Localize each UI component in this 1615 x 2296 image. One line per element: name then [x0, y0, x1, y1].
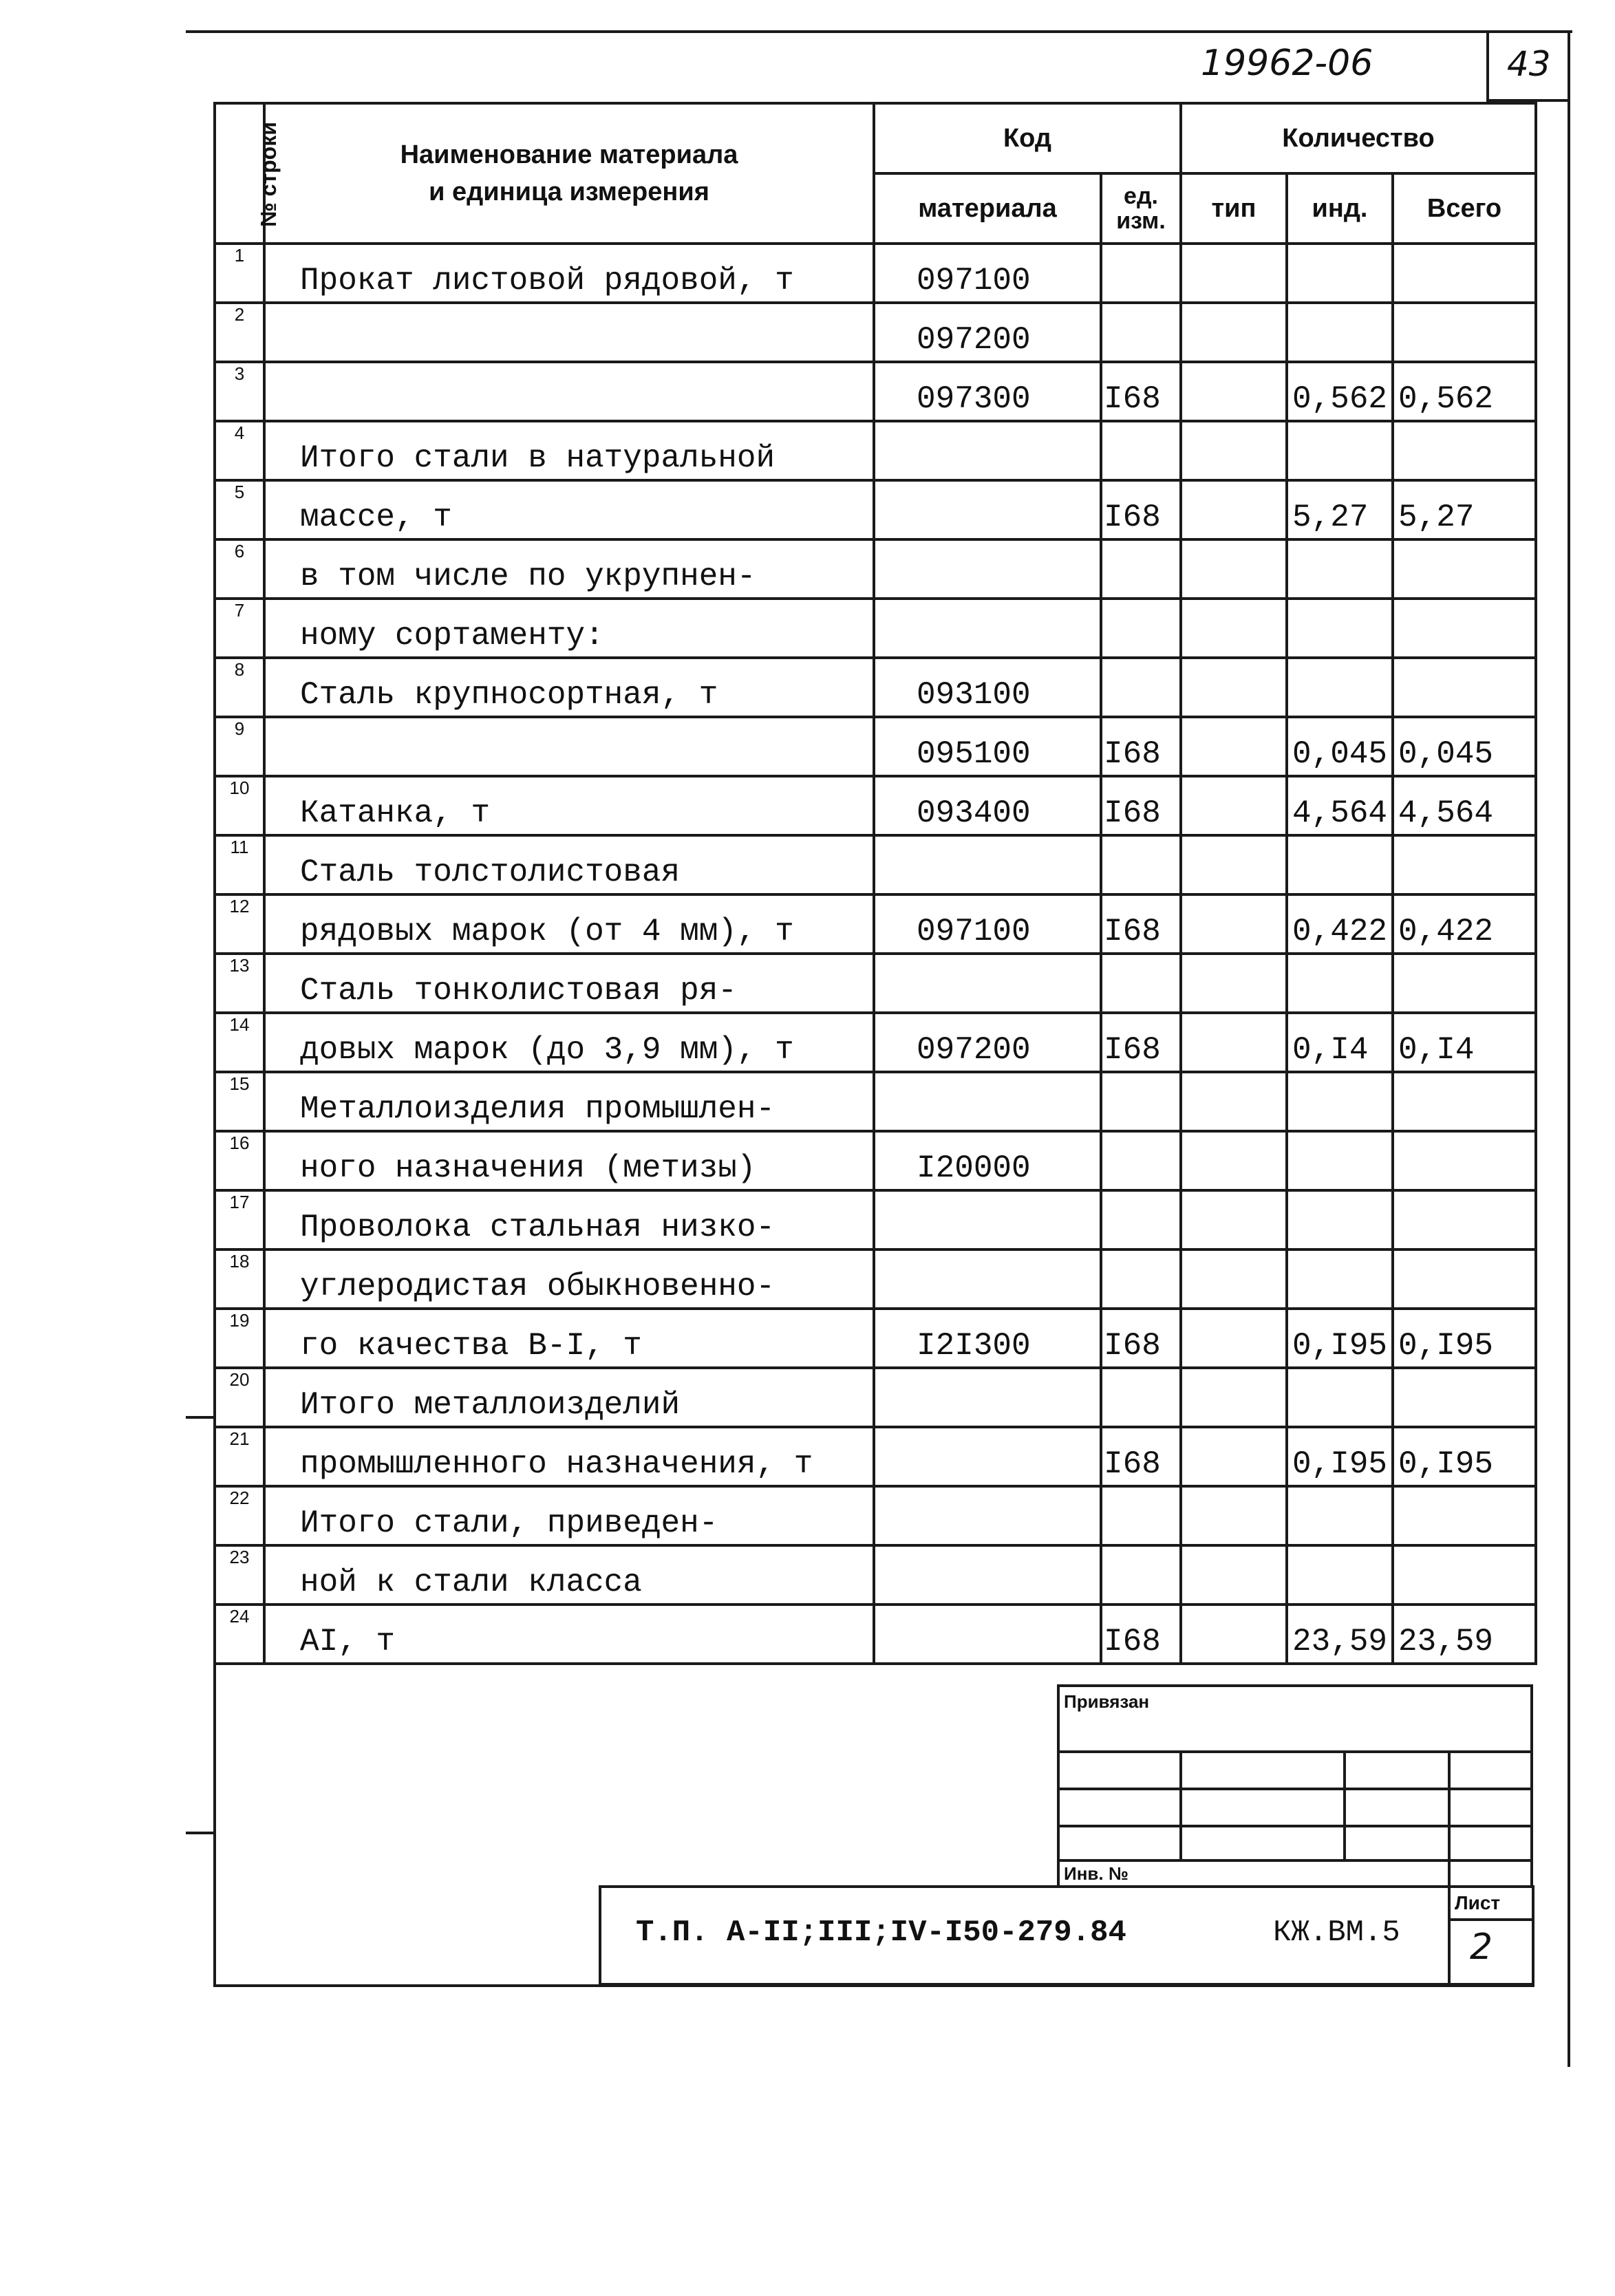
quantity-type-cell [1181, 599, 1287, 658]
quantity-individual-cell [1287, 1190, 1393, 1249]
quantity-total-cell [1393, 599, 1536, 658]
row-number-cell: 17 [215, 1190, 264, 1249]
material-code-cell [874, 1486, 1101, 1545]
quantity-type-cell [1181, 1545, 1287, 1605]
quantity-individual-cell [1287, 599, 1393, 658]
title-block [599, 1885, 1534, 1986]
quantity-total-cell [1393, 1249, 1536, 1309]
quantity-individual-cell: 0,I95 [1287, 1309, 1393, 1368]
material-name-cell: AI, т [264, 1605, 874, 1664]
quantity-group-header: Количество [1181, 103, 1536, 173]
document-number: 19962-06 [1201, 43, 1373, 84]
quantity-individual-cell [1287, 1545, 1393, 1605]
quantity-individual-cell: 5,27 [1287, 480, 1393, 539]
code-group-header: Код [874, 103, 1181, 173]
table-row [215, 244, 1536, 303]
unit-code-cell [1101, 244, 1181, 303]
quantity-total-cell: 0,I95 [1393, 1427, 1536, 1486]
unit-code-cell [1101, 303, 1181, 362]
row-number-cell: 9 [215, 717, 264, 776]
unit-code-cell: I68 [1101, 480, 1181, 539]
row-number-cell: 12 [215, 894, 264, 954]
material-code-cell [874, 1605, 1101, 1664]
quantity-individual-cell: 0,422 [1287, 894, 1393, 954]
material-name-cell: Сталь толстолистовая [264, 835, 874, 894]
row-number-cell: 7 [215, 599, 264, 658]
quantity-total-cell: 0,I4 [1393, 1013, 1536, 1072]
material-code-cell: 097200 [874, 1013, 1101, 1072]
unit-code-cell: I68 [1101, 1309, 1181, 1368]
table-row [215, 421, 1536, 480]
quantity-type-cell [1181, 658, 1287, 717]
table-row [215, 894, 1536, 954]
table-row [215, 835, 1536, 894]
material-name-cell: ного назначения (метизы) [264, 1131, 874, 1190]
type-header: тип [1181, 173, 1287, 244]
unit-code-cell [1101, 1072, 1181, 1131]
material-code-cell: I20000 [874, 1131, 1101, 1190]
table-row [215, 954, 1536, 1013]
material-name-cell: Прокат листовой рядовой, т [264, 244, 874, 303]
material-code-cell [874, 1190, 1101, 1249]
quantity-total-cell [1393, 244, 1536, 303]
quantity-type-cell [1181, 1605, 1287, 1664]
quantity-type-cell [1181, 1249, 1287, 1309]
quantity-individual-cell [1287, 303, 1393, 362]
row-number-cell: 3 [215, 362, 264, 421]
material-code-cell [874, 1368, 1101, 1427]
material-code-cell [874, 480, 1101, 539]
quantity-total-cell [1393, 539, 1536, 599]
table-row [215, 480, 1536, 539]
row-number-cell: 15 [215, 1072, 264, 1131]
quantity-type-cell [1181, 1131, 1287, 1190]
sheet-label: Лист [1455, 1892, 1501, 1913]
quantity-type-cell [1181, 1013, 1287, 1072]
page-number: 43 [1507, 44, 1551, 84]
material-name-cell: Сталь крупносортная, т [264, 658, 874, 717]
quantity-type-cell [1181, 717, 1287, 776]
material-code-header: материала [874, 173, 1101, 244]
quantity-type-cell [1181, 539, 1287, 599]
quantity-individual-cell [1287, 1131, 1393, 1190]
unit-code-cell [1101, 1486, 1181, 1545]
quantity-individual-cell: 0,045 [1287, 717, 1393, 776]
quantity-individual-cell [1287, 421, 1393, 480]
row-number-cell: 13 [215, 954, 264, 1013]
quantity-individual-cell [1287, 658, 1393, 717]
table-row [215, 1486, 1536, 1545]
unit-code-cell [1101, 1131, 1181, 1190]
quantity-total-cell [1393, 303, 1536, 362]
quantity-type-cell [1181, 1427, 1287, 1486]
unit-code-cell [1101, 539, 1181, 599]
unit-code-cell [1101, 1249, 1181, 1309]
bottom-area-left-line [213, 1582, 216, 1986]
table-row [215, 1309, 1536, 1368]
quantity-type-cell [1181, 303, 1287, 362]
quantity-total-cell [1393, 1368, 1536, 1427]
quantity-individual-cell [1287, 1486, 1393, 1545]
row-number-cell: 19 [215, 1309, 264, 1368]
project-code: Т.П. А-II;III;IV-I50-279.84 [636, 1916, 1126, 1950]
quantity-total-cell: 4,564 [1393, 776, 1536, 835]
quantity-individual-cell [1287, 539, 1393, 599]
material-name-cell: промышленного назначения, т [264, 1427, 874, 1486]
top-border-line [186, 30, 1572, 33]
row-number-cell: 11 [215, 835, 264, 894]
material-code-cell: 097300 [874, 362, 1101, 421]
left-tick-mark-2 [186, 1832, 213, 1834]
row-number-cell: 4 [215, 421, 264, 480]
material-code-cell: I2I300 [874, 1309, 1101, 1368]
quantity-total-cell [1393, 1545, 1536, 1605]
material-name-cell [264, 303, 874, 362]
table-row [215, 362, 1536, 421]
table-row [215, 303, 1536, 362]
quantity-individual-cell [1287, 1368, 1393, 1427]
row-number-header [215, 103, 281, 244]
quantity-type-cell [1181, 1309, 1287, 1368]
table-row [215, 776, 1536, 835]
quantity-type-cell [1181, 244, 1287, 303]
quantity-type-cell [1181, 480, 1287, 539]
row-number-cell: 2 [215, 303, 264, 362]
material-name-cell: рядовых марок (от 4 мм), т [264, 894, 874, 954]
material-name-cell: в том числе по укрупнен- [264, 539, 874, 599]
unit-code-cell: I68 [1101, 362, 1181, 421]
linked-label: Привязан [1064, 1691, 1150, 1712]
unit-header-label: ед. изм. [1116, 183, 1166, 234]
quantity-type-cell [1181, 835, 1287, 894]
quantity-total-cell: 0,045 [1393, 717, 1536, 776]
quantity-total-cell [1393, 1131, 1536, 1190]
unit-header [1101, 173, 1181, 244]
material-code-cell: 093400 [874, 776, 1101, 835]
linked-box [1057, 1684, 1533, 1888]
quantity-individual-cell [1287, 1249, 1393, 1309]
unit-code-cell [1101, 835, 1181, 894]
quantity-total-cell: 0,422 [1393, 894, 1536, 954]
table-row [215, 1072, 1536, 1131]
material-code-cell [874, 1072, 1101, 1131]
unit-code-cell [1101, 954, 1181, 1013]
table-row [215, 1368, 1536, 1427]
unit-code-cell: I68 [1101, 776, 1181, 835]
quantity-individual-cell [1287, 954, 1393, 1013]
unit-code-cell: I68 [1101, 1427, 1181, 1486]
table-row [215, 717, 1536, 776]
quantity-type-cell [1181, 954, 1287, 1013]
name-column-header [264, 103, 874, 244]
unit-code-cell [1101, 1190, 1181, 1249]
material-specification-table [213, 102, 1537, 1665]
quantity-type-cell [1181, 1368, 1287, 1427]
row-number-cell: 23 [215, 1545, 264, 1605]
row-number-cell: 10 [215, 776, 264, 835]
quantity-individual-cell [1287, 244, 1393, 303]
material-name-cell [264, 717, 874, 776]
unit-code-cell [1101, 658, 1181, 717]
table-row [215, 1605, 1536, 1664]
quantity-total-cell [1393, 835, 1536, 894]
quantity-individual-cell: 4,564 [1287, 776, 1393, 835]
material-name-cell: массе, т [264, 480, 874, 539]
material-name-cell: Металлоизделия промышлен- [264, 1072, 874, 1131]
row-number-cell: 24 [215, 1605, 264, 1664]
unit-code-cell [1101, 421, 1181, 480]
individual-header: инд. [1287, 173, 1393, 244]
material-name-cell: Итого стали, приведен- [264, 1486, 874, 1545]
row-number-cell: 5 [215, 480, 264, 539]
quantity-type-cell [1181, 894, 1287, 954]
name-header-line1: Наименование материала [400, 140, 738, 169]
row-number-cell: 8 [215, 658, 264, 717]
row-number-cell: 1 [215, 244, 264, 303]
table-row [215, 1131, 1536, 1190]
table-row [215, 539, 1536, 599]
row-number-header-label: № строки [255, 121, 281, 227]
quantity-total-cell: 0,562 [1393, 362, 1536, 421]
quantity-total-cell: 23,59 [1393, 1605, 1536, 1664]
material-name-cell: углеродистая обыкновенно- [264, 1249, 874, 1309]
inventory-number-label: Инв. № [1064, 1863, 1129, 1884]
quantity-total-cell [1393, 1486, 1536, 1545]
name-header-line2: и единица измерения [429, 178, 709, 206]
table-row [215, 1249, 1536, 1309]
unit-code-cell [1101, 1368, 1181, 1427]
quantity-total-cell: 0,I95 [1393, 1309, 1536, 1368]
unit-code-cell: I68 [1101, 717, 1181, 776]
quantity-type-cell [1181, 1072, 1287, 1131]
quantity-individual-cell [1287, 1072, 1393, 1131]
quantity-total-cell [1393, 658, 1536, 717]
table-row [215, 1013, 1536, 1072]
table-row [215, 1545, 1536, 1605]
material-name-cell: Проволока стальная низко- [264, 1190, 874, 1249]
quantity-total-cell [1393, 421, 1536, 480]
quantity-individual-cell: 0,562 [1287, 362, 1393, 421]
material-name-cell [264, 362, 874, 421]
material-code-cell [874, 599, 1101, 658]
unit-code-cell: I68 [1101, 1013, 1181, 1072]
material-code-cell [874, 835, 1101, 894]
unit-code-cell [1101, 599, 1181, 658]
quantity-type-cell [1181, 1190, 1287, 1249]
sheet-number: 2 [1470, 1927, 1493, 1968]
row-number-cell: 22 [215, 1486, 264, 1545]
quantity-total-cell: 5,27 [1393, 480, 1536, 539]
quantity-total-cell [1393, 954, 1536, 1013]
material-code-cell: 095100 [874, 717, 1101, 776]
page-number-divider [1486, 30, 1489, 100]
row-number-cell: 20 [215, 1368, 264, 1427]
table-row [215, 599, 1536, 658]
table-row [215, 1190, 1536, 1249]
table-row [215, 658, 1536, 717]
left-tick-mark-1 [186, 1416, 213, 1419]
material-code-cell [874, 539, 1101, 599]
material-name-cell: Катанка, т [264, 776, 874, 835]
quantity-individual-cell: 0,I4 [1287, 1013, 1393, 1072]
material-code-cell [874, 1427, 1101, 1486]
material-code-cell: 097200 [874, 303, 1101, 362]
right-border-line [1568, 30, 1570, 2067]
material-code-cell: 097100 [874, 894, 1101, 954]
material-name-cell: Сталь тонколистовая ря- [264, 954, 874, 1013]
material-name-cell: довых марок (до 3,9 мм), т [264, 1013, 874, 1072]
material-name-cell: Итого стали в натуральной [264, 421, 874, 480]
row-number-cell: 6 [215, 539, 264, 599]
sheet-code: КЖ.ВМ.5 [1273, 1916, 1400, 1950]
unit-code-cell [1101, 1545, 1181, 1605]
quantity-total-cell [1393, 1190, 1536, 1249]
quantity-total-cell [1393, 1072, 1536, 1131]
unit-code-cell: I68 [1101, 894, 1181, 954]
material-code-cell: 097100 [874, 244, 1101, 303]
table-body [215, 244, 1536, 1664]
quantity-type-cell [1181, 776, 1287, 835]
material-code-cell [874, 954, 1101, 1013]
material-code-cell: 093100 [874, 658, 1101, 717]
material-name-cell: Итого металлоизделий [264, 1368, 874, 1427]
material-name-cell: ной к стали класса [264, 1545, 874, 1605]
quantity-individual-cell: 0,I95 [1287, 1427, 1393, 1486]
row-number-cell: 18 [215, 1249, 264, 1309]
unit-code-cell: I68 [1101, 1605, 1181, 1664]
material-name-cell: го качества В-I, т [264, 1309, 874, 1368]
table-row [215, 1427, 1536, 1486]
quantity-type-cell [1181, 421, 1287, 480]
quantity-individual-cell: 23,59 [1287, 1605, 1393, 1664]
total-header: Всего [1393, 173, 1536, 244]
row-number-cell: 14 [215, 1013, 264, 1072]
quantity-individual-cell [1287, 835, 1393, 894]
quantity-type-cell [1181, 362, 1287, 421]
row-number-cell: 21 [215, 1427, 264, 1486]
material-name-cell: ному сортаменту: [264, 599, 874, 658]
material-code-cell [874, 1545, 1101, 1605]
material-code-cell [874, 1249, 1101, 1309]
material-code-cell [874, 421, 1101, 480]
quantity-type-cell [1181, 1486, 1287, 1545]
row-number-cell: 16 [215, 1131, 264, 1190]
